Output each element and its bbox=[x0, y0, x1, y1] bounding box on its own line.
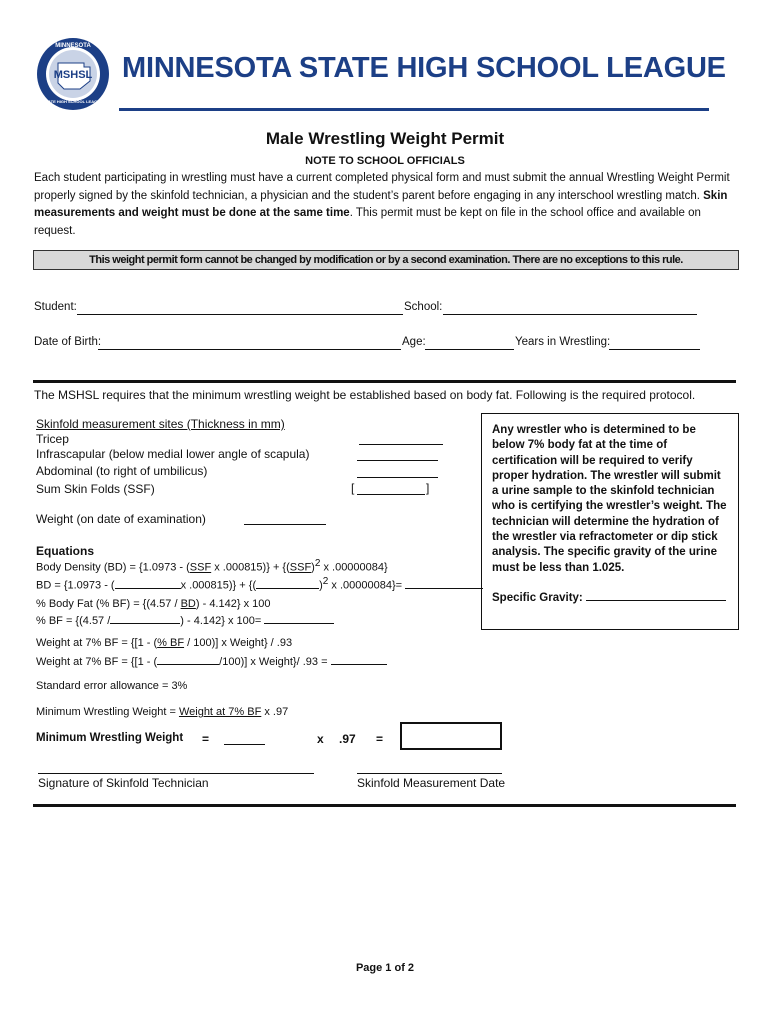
school-field[interactable] bbox=[443, 314, 697, 315]
league-name: MINNESOTA STATE HIGH SCHOOL LEAGUE bbox=[122, 52, 726, 84]
bd-result-field[interactable] bbox=[405, 578, 483, 589]
years-label: Years in Wrestling: bbox=[515, 336, 611, 348]
seal-center-text: MSHSL bbox=[53, 69, 93, 81]
student-field[interactable] bbox=[77, 314, 403, 315]
min-weight-input-field[interactable] bbox=[224, 744, 265, 745]
site-tricep: Tricep bbox=[36, 432, 69, 446]
section-divider-bottom bbox=[33, 804, 736, 807]
page-number: Page 1 of 2 bbox=[355, 962, 415, 974]
site-abdominal: Abdominal (to right of umbilicus) bbox=[36, 464, 208, 478]
intro-paragraph bbox=[34, 170, 740, 240]
measurement-date-label: Skinfold Measurement Date bbox=[357, 776, 506, 790]
specific-gravity-label: Specific Gravity: bbox=[492, 591, 583, 604]
tricep-field[interactable] bbox=[359, 444, 443, 445]
site-infrascapular: Infrascapular (below medial lower angle of scapula) bbox=[36, 447, 310, 461]
seal-top-text: MINNESOTA bbox=[55, 43, 91, 49]
age-field[interactable] bbox=[425, 349, 514, 350]
weight-label: Weight (on date of examination) bbox=[36, 512, 206, 526]
specific-gravity-field[interactable] bbox=[586, 590, 726, 601]
section-divider-top bbox=[33, 380, 736, 383]
min-weight-equals: = bbox=[202, 732, 210, 746]
weight7-formula: Weight at 7% BF = {[1 - (% BF / 100)] x Weight} / .93 bbox=[36, 637, 293, 649]
skinfold-heading: Skinfold measurement sites (Thickness in mm) bbox=[36, 417, 285, 431]
bf-fill-line: % BF = {(4.57 / ) - 4.142} x 100= bbox=[36, 613, 334, 627]
abdominal-field[interactable] bbox=[357, 477, 438, 478]
dob-label: Date of Birth: bbox=[34, 336, 102, 348]
weight7-fill-line: Weight at 7% BF = {[1 - ( /100)] x Weight}/ .93 = bbox=[36, 654, 387, 668]
min-weight-result-box[interactable] bbox=[400, 722, 502, 750]
infrascapular-field[interactable] bbox=[357, 460, 438, 461]
min-weight-times: x bbox=[317, 732, 324, 746]
years-field[interactable] bbox=[609, 349, 700, 350]
student-label: Student: bbox=[34, 301, 77, 313]
warning-banner: This weight permit form cannot be changed by modification or by a second examination. There are no exceptions to this rule. bbox=[33, 250, 739, 270]
min-weight-factor: .97 bbox=[339, 732, 356, 746]
form-title: Male Wrestling Weight Permit bbox=[265, 129, 505, 148]
header-divider bbox=[119, 108, 709, 111]
seal-bottom-text: STATE HIGH SCHOOL LEAGUE bbox=[43, 99, 103, 104]
age-label: Age: bbox=[402, 336, 426, 348]
technician-signature-field[interactable] bbox=[38, 773, 314, 774]
min-weight-equals-2: = bbox=[376, 732, 384, 746]
bd-formula: Body Density (BD) = {1.0973 - (SSF x .000815)} + {(SSF)$^2$ x .00000084} bbox=[36, 558, 388, 574]
intro-bold-text: Skin measurements and weight must be done at the same time bbox=[34, 189, 728, 219]
ssf-bracket-open: [ bbox=[351, 481, 355, 495]
bd-ssf-squared-field[interactable] bbox=[256, 578, 319, 589]
ssf-bracket-close: ] bbox=[426, 481, 430, 495]
weight7-result-field[interactable] bbox=[331, 654, 387, 665]
school-label: School: bbox=[404, 301, 443, 313]
intro-text-1: Each student participating in wrestling must have a current completed physical form and must submit the annual Wrestling Weight Permit properly signed by the skinfold technician, a physician and the student’s parent before engaging in any interschool wrestling match. bbox=[34, 172, 730, 202]
ssf-field[interactable] bbox=[357, 494, 425, 495]
weight7-bf-field[interactable] bbox=[157, 654, 219, 665]
specific-gravity-row bbox=[492, 590, 728, 606]
min-weight-label: Minimum Wrestling Weight bbox=[36, 732, 184, 744]
min-weight-formula: Minimum Wrestling Weight = Weight at 7% BF x .97 bbox=[36, 706, 289, 718]
bd-fill-line: BD = {1.0973 - ( x .000815)} + {( )$^2$ x .00000084}= bbox=[36, 576, 483, 592]
equations-heading: Equations bbox=[36, 544, 95, 558]
std-error-text: Standard error allowance = 3% bbox=[36, 680, 188, 692]
hydration-note-box bbox=[481, 413, 739, 630]
hydration-note-text: Any wrestler who is determined to be below 7% body fat at the time of certification will be required to verify proper hydration. The wrestler will submit a urine sample to the skinfold technician who is certifying the wrestler’s weight. The technician will determine the hydration of the wrestler via refractometer or dip stick analysis. The specific gravity of the urine must be less than 1.025. bbox=[492, 424, 727, 574]
weight-field[interactable] bbox=[244, 524, 326, 525]
note-title: NOTE TO SCHOOL OFFICIALS bbox=[305, 155, 465, 167]
bf-formula: % Body Fat (% BF) = {(4.57 / BD) - 4.142} x 100 bbox=[36, 598, 271, 610]
mshsl-seal-logo bbox=[36, 37, 110, 111]
intro-text-2: . This permit must be kept on file in the school office and available on request. bbox=[34, 207, 701, 237]
bd-ssf-field[interactable] bbox=[115, 578, 181, 589]
dob-field[interactable] bbox=[98, 349, 401, 350]
bf-result-field[interactable] bbox=[264, 613, 334, 624]
protocol-text: The MSHSL requires that the minimum wrestling weight be established based on body fat. Following is the required protocol. bbox=[34, 388, 696, 402]
bf-bd-field[interactable] bbox=[110, 613, 180, 624]
site-ssf: Sum Skin Folds (SSF) bbox=[36, 482, 155, 496]
technician-signature-label: Signature of Skinfold Technician bbox=[38, 776, 209, 790]
measurement-date-field[interactable] bbox=[357, 773, 502, 774]
